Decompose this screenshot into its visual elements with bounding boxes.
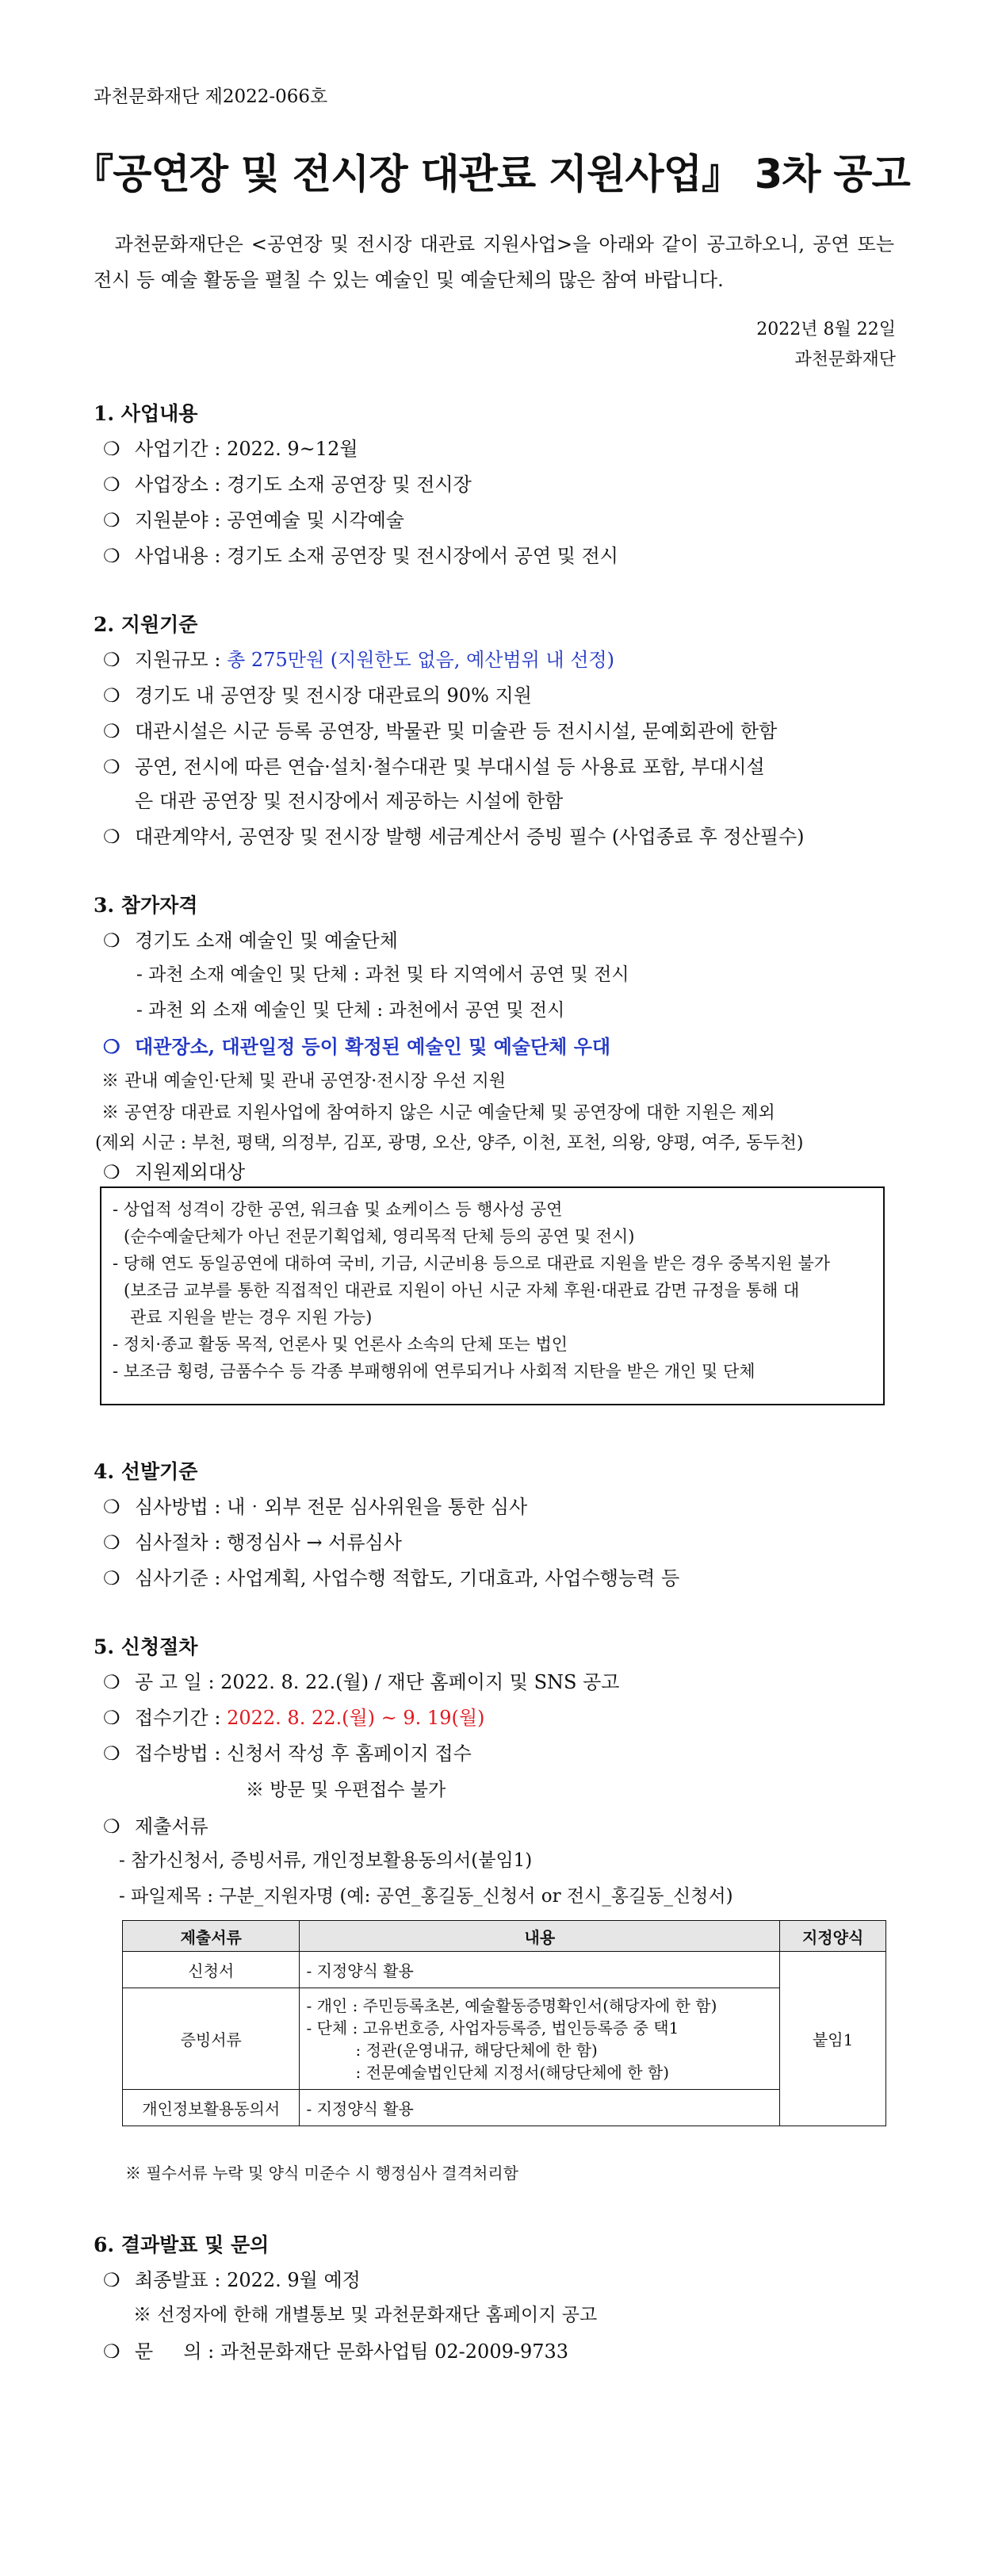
intro-text: 과천문화재단은 <공연장 및 전시장 대관료 지원사업>을 아래와 같이 공고하오니, 공연 또는 전시 등 예술 활동을 펼칠 수 있는 예술인 및 예술단체의 많은 참여 바랍니다.: [94, 233, 895, 291]
exclusion-line: - 당해 연도 동일공연에 대하여 국비, 기금, 시군비용 등으로 대관료 지원을 받은 경우 중복지원 불가: [113, 1254, 831, 1273]
section-2-title: 2. 지원기준: [94, 613, 198, 636]
table-row: [123, 2090, 886, 2126]
doc-content-cell: - 지정양식 활용: [300, 1952, 780, 1988]
doc-name-cell: 개인정보활용동의서: [123, 2090, 300, 2126]
s1-item: ❍ 사업장소 : 경기도 소재 공연장 및 전시장: [103, 473, 472, 496]
s2-item: ❍ 대관계약서, 공연장 및 전시장 발행 세금계산서 증빙 필수 (사업종료 후 정산필수): [103, 826, 805, 848]
s5-docs-title: ❍ 제출서류: [103, 1815, 208, 1838]
circle-bullet-icon: ❍: [103, 545, 120, 567]
s1-item: ❍ 사업기간 : 2022. 9~12월: [103, 438, 358, 460]
documents-table: [122, 1920, 886, 2126]
section-5-title: 5. 신청절차: [94, 1635, 198, 1658]
s4-item: ❍ 심사절차 : 행정심사 → 서류심사: [103, 1531, 402, 1554]
circle-bullet-icon: ❍: [103, 1567, 120, 1589]
s5-announce: ❍ 공 고 일 : 2022. 8. 22.(월) / 재단 홈페이지 및 SNS 공고: [103, 1671, 620, 1693]
period-value: 2022. 8. 22.(월) ~ 9. 19(월): [227, 1707, 485, 1729]
form-cell: 붙임1: [780, 1952, 886, 2126]
exclusion-box: [100, 1186, 885, 1405]
content-line: - 개인 : 주민등록초본, 예술활동증명확인서(해당자에 한 함): [306, 1995, 717, 2015]
circle-bullet-icon: ❍: [103, 2340, 120, 2363]
s2-item: ❍ 공연, 전시에 따른 연습·설치·철수대관 및 부대시설 등 사용료 포함, 부대시설: [103, 756, 765, 778]
s2-scale: ❍ 지원규모 : 총 275만원 (지원한도 없음, 예산범위 내 선정): [103, 649, 614, 671]
circle-bullet-icon: ❍: [103, 1707, 120, 1729]
circle-bullet-icon: ❍: [103, 1496, 120, 1518]
circle-bullet-icon: ❍: [103, 1531, 120, 1554]
s5-method-note: ※ 방문 및 우편접수 불가: [246, 1780, 446, 1800]
exclusion-line: - 보조금 횡령, 금품수수 등 각종 부패행위에 연루되거나 사회적 지탄을 받은 개인 및 단체: [113, 1362, 755, 1381]
exclusion-line: - 상업적 성격이 강한 공연, 워크숍 및 쇼케이스 등 행사성 공연: [113, 1200, 563, 1219]
section-1-title: 1. 사업내용: [94, 402, 198, 425]
circle-bullet-icon: ❍: [103, 1815, 120, 1838]
circle-bullet-icon: ❍: [103, 720, 120, 742]
s6-final: ❍ 최종발표 : 2022. 9월 예정: [103, 2269, 361, 2291]
s3-exclusion-title: ❍ 지원제외대상: [103, 1161, 246, 1183]
section-3-title: 3. 참가자격: [94, 894, 198, 917]
doc-name-cell: 증빙서류: [123, 1988, 300, 2090]
s3-sub-item: - 과천 외 소재 예술인 및 단체 : 과천에서 공연 및 전시: [136, 1000, 565, 1021]
circle-bullet-icon: ❍: [103, 649, 120, 671]
exclusion-line: (순수예술단체가 아닌 전문기획업체, 영리목적 단체 등의 공연 및 전시): [124, 1227, 635, 1246]
organization-name: 과천문화재단: [794, 350, 896, 370]
table-header-cell: 지정양식: [780, 1921, 886, 1952]
s5-docs-sub: - 참가신청서, 증빙서류, 개인정보활용동의서(붙임1): [119, 1850, 533, 1871]
content-line: - 단체 : 고유번호증, 사업자등록증, 법인등록증 중 택1: [306, 2018, 679, 2037]
content-line: : 전문예술법인단체 지정서(해당단체에 한 함): [355, 2062, 670, 2082]
s3-sub-item: - 과천 소재 예술인 및 단체 : 과천 및 타 지역에서 공연 및 전시: [136, 964, 629, 985]
s1-item: ❍ 지원분야 : 공연예술 및 시각예술: [103, 509, 404, 531]
table-header-cell: 제출서류: [123, 1921, 300, 1952]
scale-value: 총 275만원 (지원한도 없음, 예산범위 내 선정): [227, 649, 614, 671]
circle-bullet-icon: ❍: [103, 2269, 120, 2291]
circle-bullet-icon: ❍: [103, 1671, 120, 1693]
circle-bullet-icon: ❍: [103, 1161, 120, 1183]
table-header-cell: 내용: [300, 1921, 780, 1952]
document-number: 과천문화재단 제2022-066호: [94, 86, 328, 107]
s2-item: ❍ 대관시설은 시군 등록 공연장, 박물관 및 미술관 등 전시시설, 문예회관에 한함: [103, 720, 778, 742]
table-row: [123, 1952, 886, 1988]
s1-item: ❍ 사업내용 : 경기도 소재 공연장 및 전시장에서 공연 및 전시: [103, 545, 618, 567]
content-line: : 정관(운영내규, 해당단체에 한 함): [355, 2040, 598, 2060]
s3-priority: ❍ 대관장소, 대관일정 등이 확정된 예술인 및 예술단체 우대: [103, 1035, 611, 1058]
page-title: 『공연장 및 전시장 대관료 지원사업』 3차 공고: [73, 151, 910, 198]
table-note: ※ 필수서류 누락 및 양식 미준수 시 행정심사 결격처리함: [125, 2164, 518, 2183]
s3-note: (제외 시군 : 부천, 평택, 의정부, 김포, 광명, 오산, 양주, 이천, 포천, 의왕, 양평, 여주, 동두천): [95, 1133, 804, 1153]
s2-item: ❍ 경기도 내 공연장 및 전시장 대관료의 90% 지원: [103, 684, 532, 707]
circle-bullet-icon: ❍: [103, 1035, 120, 1058]
s3-note: ※ 공연장 대관료 지원사업에 참여하지 않은 시군 예술단체 및 공연장에 대한 지원은 제외: [101, 1103, 775, 1123]
exclusion-line: (보조금 교부를 통한 직접적인 대관료 지원이 아닌 시군 자체 후원·대관료 감면 규정을 통해 대: [124, 1281, 800, 1300]
doc-name-cell: 신청서: [123, 1952, 300, 1988]
exclusion-line: 관료 지원을 받는 경우 지원 가능): [130, 1308, 373, 1327]
s3-item: ❍ 경기도 소재 예술인 및 예술단체: [103, 930, 398, 952]
s3-note: ※ 관내 예술인·단체 및 관내 공연장·전시장 우선 지원: [101, 1071, 506, 1091]
s5-period: ❍ 접수기간 : 2022. 8. 22.(월) ~ 9. 19(월): [103, 1707, 485, 1729]
doc-content-cell: [300, 1988, 780, 2090]
s6-final-note: ※ 선정자에 한해 개별통보 및 과천문화재단 홈페이지 공고: [133, 2305, 598, 2325]
circle-bullet-icon: ❍: [103, 509, 120, 531]
table-row: [123, 1988, 886, 2090]
circle-bullet-icon: ❍: [103, 473, 120, 496]
circle-bullet-icon: ❍: [103, 1742, 120, 1765]
s5-docs-sub: - 파일제목 : 구분_지원자명 (예: 공연_홍길동_신청서 or 전시_홍길동_신청서): [119, 1886, 733, 1907]
section-4-title: 4. 선발기준: [94, 1460, 198, 1483]
circle-bullet-icon: ❍: [103, 826, 120, 848]
doc-content-cell: - 지정양식 활용: [300, 2090, 780, 2126]
s5-method: ❍ 접수방법 : 신청서 작성 후 홈페이지 접수: [103, 1742, 472, 1765]
s4-item: ❍ 심사방법 : 내‧외부 전문 심사위원을 통한 심사: [103, 1496, 528, 1518]
s4-item: ❍ 심사기준 : 사업계획, 사업수행 적합도, 기대효과, 사업수행능력 등: [103, 1567, 680, 1589]
s6-contact: ❍ 문 의 : 과천문화재단 문화사업팀 02-2009-9733: [103, 2340, 569, 2363]
s2-item-continued: 은 대관 공연장 및 전시장에서 제공하는 시설에 한함: [135, 790, 564, 812]
circle-bullet-icon: ❍: [103, 438, 120, 460]
exclusion-line: - 정치·종교 활동 목적, 언론사 및 언론사 소속의 단체 또는 법인: [113, 1335, 568, 1354]
circle-bullet-icon: ❍: [103, 930, 120, 952]
announcement-date: 2022년 8월 22일: [756, 320, 896, 339]
circle-bullet-icon: ❍: [103, 756, 120, 778]
intro-paragraph: [94, 227, 894, 298]
circle-bullet-icon: ❍: [103, 684, 120, 707]
section-6-title: 6. 결과발표 및 문의: [94, 2233, 270, 2256]
table-header-row: [123, 1921, 886, 1952]
